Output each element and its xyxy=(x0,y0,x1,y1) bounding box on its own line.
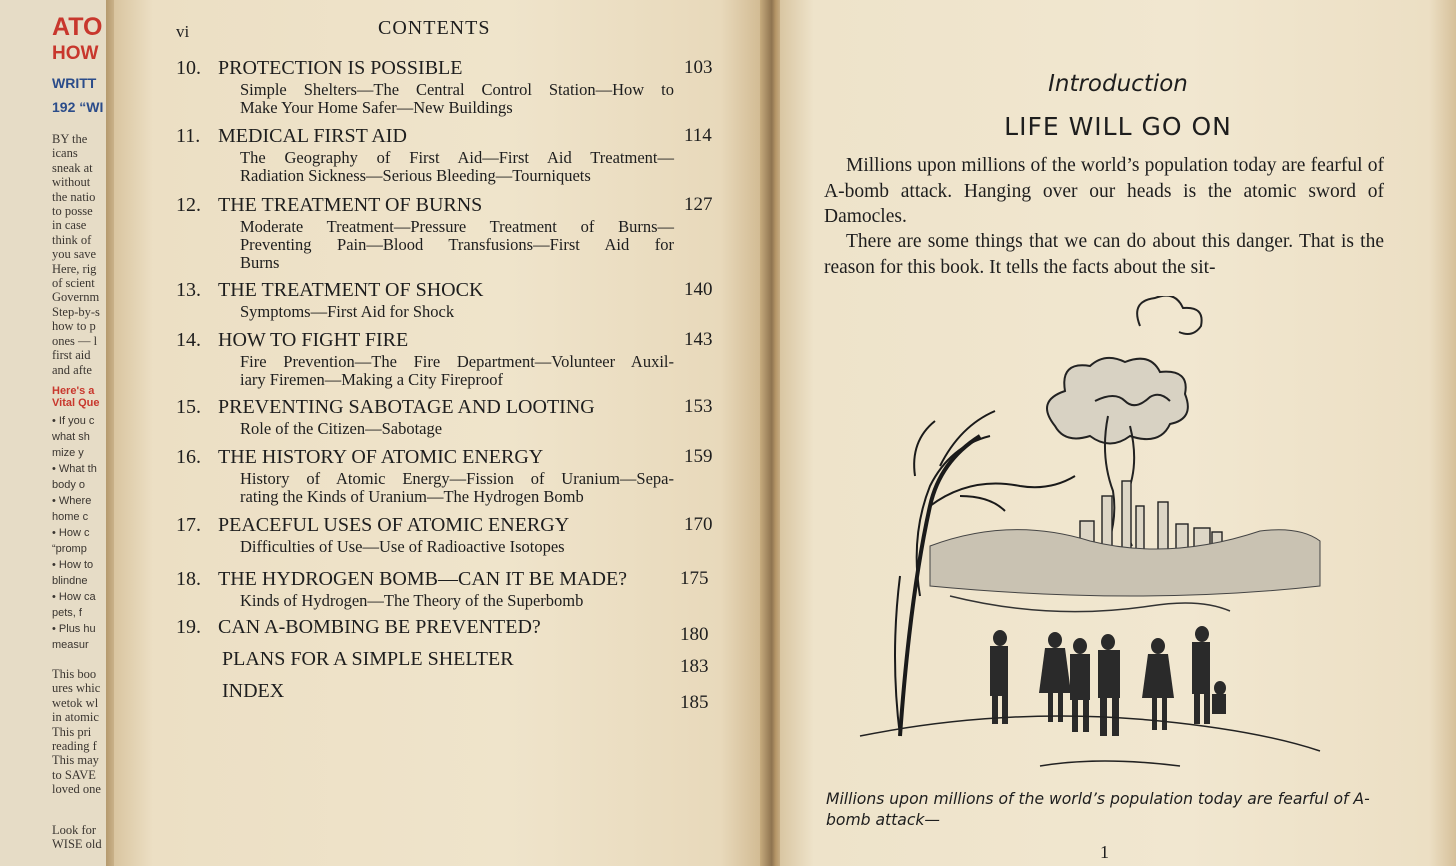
jacket-bullet_lines-line: measur xyxy=(52,638,89,651)
jacket-bullet_lines-line: body o xyxy=(52,478,86,491)
contents-entry-subtopics: Moderate Treatment—Pressure Treatment of Burns— xyxy=(240,217,674,236)
jacket-blurb_lines-line: ones — l xyxy=(52,333,98,348)
contents-entry-subtopics: Preventing Pain—Blood Transfusions—First Aid for xyxy=(240,234,674,254)
contents-entry-page: 143 xyxy=(684,329,713,350)
jacket-closing_lines-line: ures whic xyxy=(52,681,101,696)
contents-entry-page: 140 xyxy=(684,279,713,300)
jacket-blurb_lines-line: Step-by-s xyxy=(52,304,100,319)
contents-entry-page: 153 xyxy=(684,396,713,417)
contents-entry-title: HOW TO FIGHT FIRE xyxy=(218,329,409,351)
jacket-bullet_lines-line: “promp xyxy=(52,542,87,555)
jacket-blurb_lines-line: you save xyxy=(52,247,97,262)
intro-kicker: Introduction xyxy=(1048,71,1188,97)
contents-entry-number: 17. xyxy=(176,514,201,536)
jacket-blurb_lines-line: to posse xyxy=(52,204,93,219)
jacket-bullet_lines-line: • How c xyxy=(52,526,90,539)
jacket-blurb_lines-line: of scient xyxy=(52,276,95,291)
jacket-blurb_lines-line: how to p xyxy=(52,319,96,334)
jacket-blurb_lines-line: the natio xyxy=(52,189,96,204)
contents-entry-subtopics: Difficulties of Use—Use of Radioactive Isotopes xyxy=(240,537,565,556)
jacket-written: WRITT xyxy=(52,75,97,91)
right-page-folio: 1 xyxy=(1100,842,1109,862)
contents-entry-subtopics: Simple Shelters—The Central Control Station—How to xyxy=(240,80,674,99)
contents-entry-page: 183 xyxy=(680,656,709,677)
contents-entry-number: 19. xyxy=(176,616,201,638)
body-paragraph-2: There are some things that we can do about this danger. That is the reason for this book. It tells the facts about the sit- xyxy=(824,231,1384,278)
city-mushroom-cloud-illustration xyxy=(840,296,1340,788)
contents-entry-subtopics: rating the Kinds of Uranium—The Hydrogen Bomb xyxy=(240,486,584,506)
jacket-closing_lines-line: This boo xyxy=(52,666,97,681)
contents-entry-title: MEDICAL FIRST AID xyxy=(218,125,407,147)
contents-entry-number: 15. xyxy=(176,396,201,418)
contents-entry-subtopics: Fire Prevention—The Fire Department—Volunteer Auxil- xyxy=(240,352,674,371)
contents-entry-subtopics: Burns xyxy=(240,252,280,272)
contents-entry-subtopics: Radiation Sickness—Serious Bleeding—Tourniquets xyxy=(240,165,591,185)
jacket-bullet_lines-line: • If you c xyxy=(52,414,95,427)
jacket-footer_lines-line: Look for xyxy=(52,822,97,837)
jacket-blurb_lines-line: icans xyxy=(52,146,78,161)
jacket-subtitle: HOW xyxy=(52,43,99,64)
jacket-bullet_lines-line: • How to xyxy=(52,558,94,571)
contents-entry-title: CAN A-BOMBING BE PREVENTED? xyxy=(218,616,541,638)
contents-entry-title: PREVENTING SABOTAGE AND LOOTING xyxy=(218,396,595,418)
contents-entry-number: 11. xyxy=(176,125,201,147)
contents-entry-page: 127 xyxy=(684,194,713,215)
contents-entry-title: THE TREATMENT OF BURNS xyxy=(218,194,483,216)
contents-entry-number: 13. xyxy=(176,279,201,301)
contents-entry-subtopics: History of Atomic Energy—Fission of Uranium—Sepa- xyxy=(240,469,674,488)
jacket-blurb_lines-line: in case xyxy=(52,218,87,233)
jacket-blurb_lines-line: sneak at xyxy=(52,160,93,175)
jacket-blurb_lines-line: Governm xyxy=(52,290,100,305)
jacket-blurb_lines-line: without xyxy=(52,175,91,190)
jacket-closing_lines-line: in atomic xyxy=(52,710,99,725)
contents-entry-page: 170 xyxy=(684,514,713,535)
jacket-pages: 192 “WI xyxy=(52,99,104,115)
contents-entry-title: PLANS FOR A SIMPLE SHELTER xyxy=(222,648,514,670)
chapter-title: LIFE WILL GO ON xyxy=(1004,112,1232,141)
contents-entry-title: THE HISTORY OF ATOMIC ENERGY xyxy=(218,446,544,468)
jacket-bullet_lines-line: • Plus hu xyxy=(52,622,96,635)
contents-entry-subtopics: Make Your Home Safer—New Buildings xyxy=(240,97,513,117)
jacket-bullet_lines-line: blindne xyxy=(52,574,88,587)
contents-entry-subtopics: Symptoms—First Aid for Shock xyxy=(240,302,455,321)
jacket-blurb_lines-line: first aid xyxy=(52,348,91,363)
illustration-caption: Millions upon millions of the world’s population today are fearful of A-bomb attack— xyxy=(826,790,1370,829)
jacket-blurb_lines-line: BY the xyxy=(52,132,88,146)
jacket-blurb_lines-line: think of xyxy=(52,232,92,247)
contents-entry-subtopics: Kinds of Hydrogen—The Theory of the Superbomb xyxy=(240,591,584,610)
contents-entry-title: THE TREATMENT OF SHOCK xyxy=(218,279,484,301)
body-paragraph-1: Millions upon millions of the world’s population today are fearful of A-bomb attack. Hanging over our heads is the atomic sword of Damocles. xyxy=(824,155,1384,227)
contents-entry-title: PEACEFUL USES OF ATOMIC ENERGY xyxy=(218,514,570,536)
jacket-closing_lines-line: wetok wl xyxy=(52,695,99,710)
contents-entry-subtopics: The Geography of First Aid—First Aid Treatment— xyxy=(240,148,674,167)
jacket-bullet_lines-line: • How ca xyxy=(52,590,96,603)
jacket-blurb_lines-line: Here, rig xyxy=(52,261,97,276)
jacket-bullet_lines-line: home c xyxy=(52,510,89,523)
jacket-closing_lines-line: reading f xyxy=(52,738,97,753)
contents-entry-title: THE HYDROGEN BOMB—CAN IT BE MADE? xyxy=(218,568,628,590)
jacket-blurb_lines-line: and afte xyxy=(52,362,92,377)
contents-entry-title: INDEX xyxy=(222,680,285,702)
jacket-bullet_lines-line: mize y xyxy=(52,446,84,459)
jacket-footer_lines-line: WISE old xyxy=(52,836,102,851)
contents-entry-number: 18. xyxy=(176,568,201,590)
contents-entry-page: 103 xyxy=(684,57,713,78)
contents-entry-number: 10. xyxy=(176,57,201,79)
contents-entry-page: 175 xyxy=(680,568,709,589)
contents-entry-number: 16. xyxy=(176,446,201,468)
contents-entry-subtopics: iary Firemen—Making a City Fireproof xyxy=(240,369,504,389)
contents-entry-title: PROTECTION IS POSSIBLE xyxy=(218,57,463,79)
jacket-closing_lines-line: This pri xyxy=(52,724,92,739)
jacket-vital_lines-line: Vital Que xyxy=(52,396,100,409)
jacket-bullet_lines-line: what sh xyxy=(52,430,90,443)
jacket-closing_lines-line: to SAVE xyxy=(52,767,96,782)
jacket-bullet_lines-line: pets, f xyxy=(52,606,82,619)
contents-entry-subtopics: Role of the Citizen—Sabotage xyxy=(240,419,443,438)
jacket-closing_lines-line: This may xyxy=(52,753,99,768)
left-page-folio: vi xyxy=(176,22,190,41)
jacket-bullet_lines-line: • What th xyxy=(52,462,97,475)
contents-entry-page: 185 xyxy=(680,692,709,713)
dust-jacket-flap xyxy=(0,0,118,866)
jacket-closing_lines-line: loved one xyxy=(52,782,101,797)
contents-entry-number: 12. xyxy=(176,194,201,216)
jacket-bullet_lines-line: • Where xyxy=(52,494,92,507)
contents-entry-page: 159 xyxy=(684,446,713,467)
jacket-vital_lines-line: Here's a xyxy=(52,384,95,397)
contents-entry-page: 180 xyxy=(680,624,709,645)
jacket-title: ATO xyxy=(52,13,103,41)
contents-entry-number: 14. xyxy=(176,329,201,351)
contents-entry-page: 114 xyxy=(684,125,712,146)
contents-heading: CONTENTS xyxy=(378,17,491,39)
